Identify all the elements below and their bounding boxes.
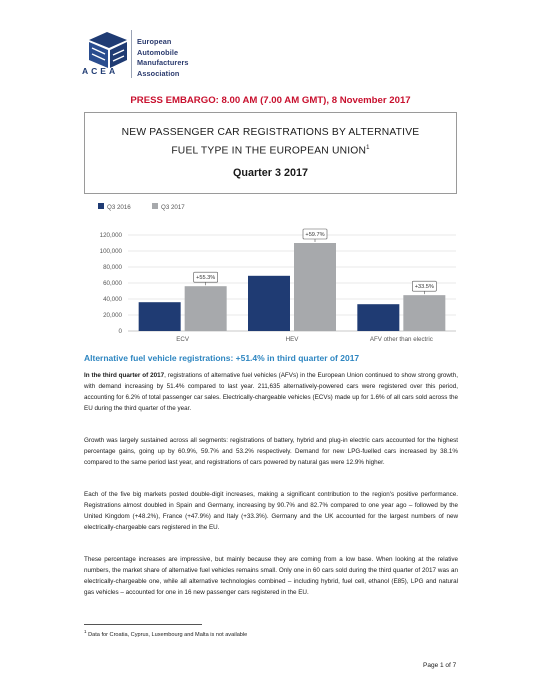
paragraph-4: These percentage increases are impressive, but mainly because they are coming from a low base. When looking at the relative numbers, the market share of alternative fuel vehicles remains small. Only one in 60 cars sold during the third quarter of 2017 was an electrically-chargeable one, while all alternative technologies combined – including hybrid, fuel cell, ethanol (E85), LPG and natural gas vehicles – accounted for one in 16 new passenger cars registered in the EU. [84,556,458,596]
registrations-bar-chart [84,199,462,347]
paragraph-1-text: , registrations of alternative fuel vehicles (AFVs) in the European Union continued to show strong growth, with demand increasing by 51.4% compared to last year. 211,635 alternatively-powered cars were registered over this period, accounting for 6.2% of total passenger car sales. Electrically-chargeable vehicles (ECVs) made up for 1.6% of all cars sold across the EU during the third quarter of the year. [84,372,458,412]
title-box [84,112,457,194]
y-tick-label: 120,000 [99,232,122,239]
press-embargo: PRESS EMBARGO: 8.00 AM (7.00 AM GMT), 8 November 2017 [130,95,411,106]
document-title [85,126,456,158]
page-number: Page 1 of 7 [423,662,457,669]
bar [294,243,336,331]
bar [185,286,227,331]
y-tick-label: 60,000 [103,280,122,287]
y-tick-label: 40,000 [103,296,122,303]
footnote-text: Data for Croatia, Cyprus, Luxembourg and Malta is not available [88,631,248,638]
paragraph-1-lead: In the third quarter of 2017 [84,372,165,379]
legend-swatch [98,203,104,209]
x-tick-label: HEV [285,336,299,343]
paragraph-1 [84,371,458,415]
y-tick-label: 20,000 [103,312,122,319]
y-tick-label: 0 [118,328,122,335]
org-line: Association [137,68,180,78]
footnote-ref: 1 [366,144,370,151]
footnote-divider [84,624,202,625]
footnote-marker: 1 [84,629,87,634]
annotation-label: +33.5% [414,284,434,291]
bar [403,295,445,331]
bar [248,276,290,331]
x-tick-label: AFV other than electric [369,336,433,343]
legend-label: Q3 2017 [161,204,185,211]
title-line-2 [85,141,456,159]
org-line: European [137,37,172,46]
legend-swatch [152,203,158,209]
acea-acronym: ACEA [82,66,119,76]
footnote [84,629,247,638]
x-tick-label: ECV [176,336,190,343]
org-line: Manufacturers [137,58,189,68]
logo-separator [131,30,132,78]
annotation-label: +55.3% [196,275,216,282]
annotation-label: +59.7% [305,232,325,238]
document-subtitle: Quarter 3 2017 [232,167,309,180]
paragraph-2: Growth was largely sustained across all segments: registrations of battery, hybrid and plug-in electric cars accounted for the highest percentage gains, going up by 60.9%, 59.7% and 53.2% respectively. Demand for new LPG-fuelled cars increased by 38.1% compared to the same period last year, and registrations of cars powered by natural gas were 12.9% higher. [84,437,458,466]
org-line: Automobile [137,47,179,57]
y-tick-label: 80,000 [103,264,122,271]
y-tick-label: 100,000 [99,248,122,255]
organization-name [137,37,189,79]
bar [357,304,399,331]
paragraph-3: Each of the five big markets posted double-digit increases, making a significant contribution to the region's positive performance. Registrations almost doubled in Spain and Germany, increasing by 90.7% and 82.7% compared to one year ago – followed by the United Kingdom (+48.2%), France (+47.9%) and Italy (+33.3%). Germany and the UK accounted for the largest numbers of new electrically-chargeable cars registered in the EU. [84,491,458,531]
legend-label: Q3 2016 [107,204,131,211]
bar [139,302,181,331]
title-line-1: NEW PASSENGER CAR REGISTRATIONS BY ALTERNATIVE [121,127,420,138]
title-line-2-text: FUEL TYPE IN THE EUROPEAN UNION [171,144,367,156]
section-heading: Alternative fuel vehicle registrations: +51.4% in third quarter of 2017 [84,353,360,363]
